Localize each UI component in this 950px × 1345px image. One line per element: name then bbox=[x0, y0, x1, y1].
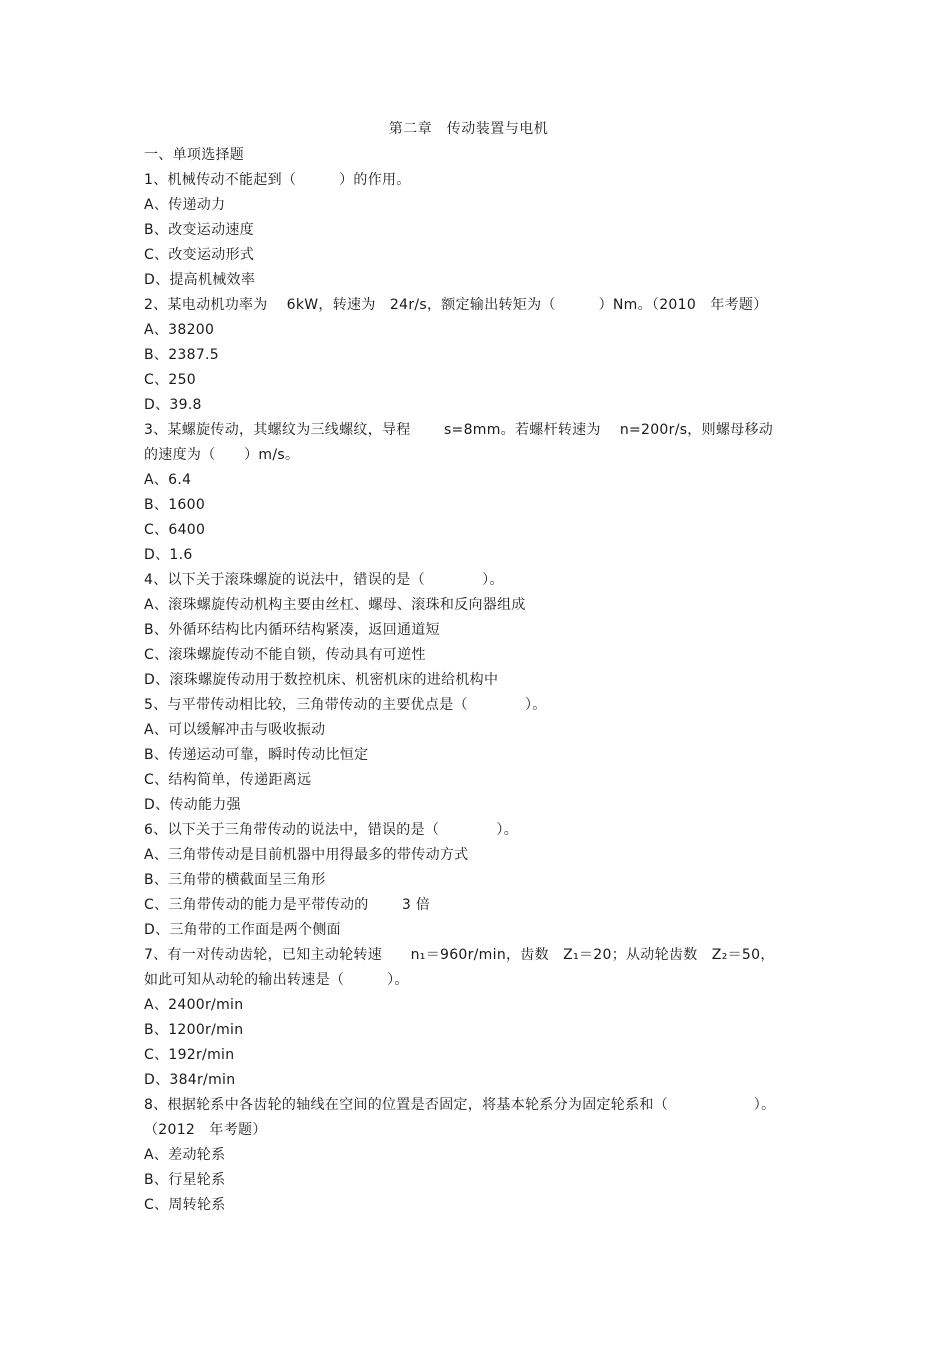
section-heading: 一、单项选择题 bbox=[144, 147, 245, 163]
answer-option: A、2400r/min bbox=[144, 997, 244, 1013]
answer-option: D、提高机械效率 bbox=[144, 272, 256, 288]
question-list bbox=[144, 143, 800, 1218]
question-stem-continued: （2012 年考题） bbox=[144, 1122, 267, 1138]
answer-option: B、外循环结构比内循环结构紧凑，返回通道短 bbox=[144, 622, 440, 638]
chapter-title: 第二章 传动装置与电机 bbox=[388, 121, 549, 137]
questions-container bbox=[144, 168, 800, 1218]
answer-option: D、三角带的工作面是两个侧面 bbox=[144, 922, 341, 938]
answer-option: A、传递动力 bbox=[144, 197, 226, 213]
answer-option: A、6.4 bbox=[144, 472, 192, 488]
question-stem: 7、有一对传动齿轮，已知主动轮转速 n₁＝960r/min，齿数 Z₁＝20；从动轮齿数 Z₂＝50， bbox=[144, 947, 775, 963]
question-stem-continued: 如此可知从动轮的输出转速是（ ）。 bbox=[144, 972, 409, 988]
question-stem-continued: 的速度为（ ）m/s。 bbox=[144, 447, 300, 463]
answer-option: C、6400 bbox=[144, 522, 206, 538]
answer-option: B、1600 bbox=[144, 497, 206, 513]
answer-option: C、250 bbox=[144, 372, 196, 388]
answer-option: C、周转轮系 bbox=[144, 1197, 226, 1213]
answer-option: B、改变运动速度 bbox=[144, 222, 255, 238]
answer-option: D、传动能力强 bbox=[144, 797, 241, 813]
answer-option: C、192r/min bbox=[144, 1047, 235, 1063]
answer-option: B、行星轮系 bbox=[144, 1172, 226, 1188]
answer-option: A、三角带传动是目前机器中用得最多的带传动方式 bbox=[144, 847, 469, 863]
question-stem: 8、根据轮系中各齿轮的轴线在空间的位置是否固定，将基本轮系分为固定轮系和（ ）。 bbox=[144, 1097, 776, 1113]
answer-option: C、结构简单，传递距离远 bbox=[144, 772, 312, 788]
answer-option: A、38200 bbox=[144, 322, 215, 338]
answer-option: D、滚珠螺旋传动用于数控机床、机密机床的进给机构中 bbox=[144, 672, 499, 688]
answer-option: B、三角带的横截面呈三角形 bbox=[144, 872, 326, 888]
answer-option: C、改变运动形式 bbox=[144, 247, 255, 263]
answer-option: D、384r/min bbox=[144, 1072, 236, 1088]
answer-option: A、差动轮系 bbox=[144, 1147, 226, 1163]
question-stem: 6、以下关于三角带传动的说法中，错误的是（ ）。 bbox=[144, 822, 519, 838]
question-stem: 1、机械传动不能起到（ ）的作用。 bbox=[144, 172, 411, 188]
question-stem: 2、某电动机功率为 6kW，转速为 24r/s，额定输出转矩为（ ）Nm。（2010 年考题） bbox=[144, 297, 768, 313]
answer-option: C、三角带传动的能力是平带传动的 3 倍 bbox=[144, 897, 431, 913]
answer-option: B、1200r/min bbox=[144, 1022, 244, 1038]
answer-option: A、可以缓解冲击与吸收振动 bbox=[144, 722, 326, 738]
question-stem: 5、与平带传动相比较，三角带传动的主要优点是（ ）。 bbox=[144, 697, 547, 713]
answer-option: B、2387.5 bbox=[144, 347, 219, 363]
question-stem: 3、某螺旋传动，其螺纹为三线螺纹，导程 s=8mm。若螺杆转速为 n=200r/s，则螺母移动 bbox=[144, 422, 774, 438]
answer-option: C、滚珠螺旋传动不能自锁，传动具有可逆性 bbox=[144, 647, 426, 663]
answer-option: D、39.8 bbox=[144, 397, 202, 413]
answer-option: D、1.6 bbox=[144, 547, 193, 563]
answer-option: A、滚珠螺旋传动机构主要由丝杠、螺母、滚珠和反向器组成 bbox=[144, 597, 526, 613]
question-stem: 4、以下关于滚珠螺旋的说法中，错误的是（ ）。 bbox=[144, 572, 504, 588]
answer-option: B、传递运动可靠，瞬时传动比恒定 bbox=[144, 747, 369, 763]
